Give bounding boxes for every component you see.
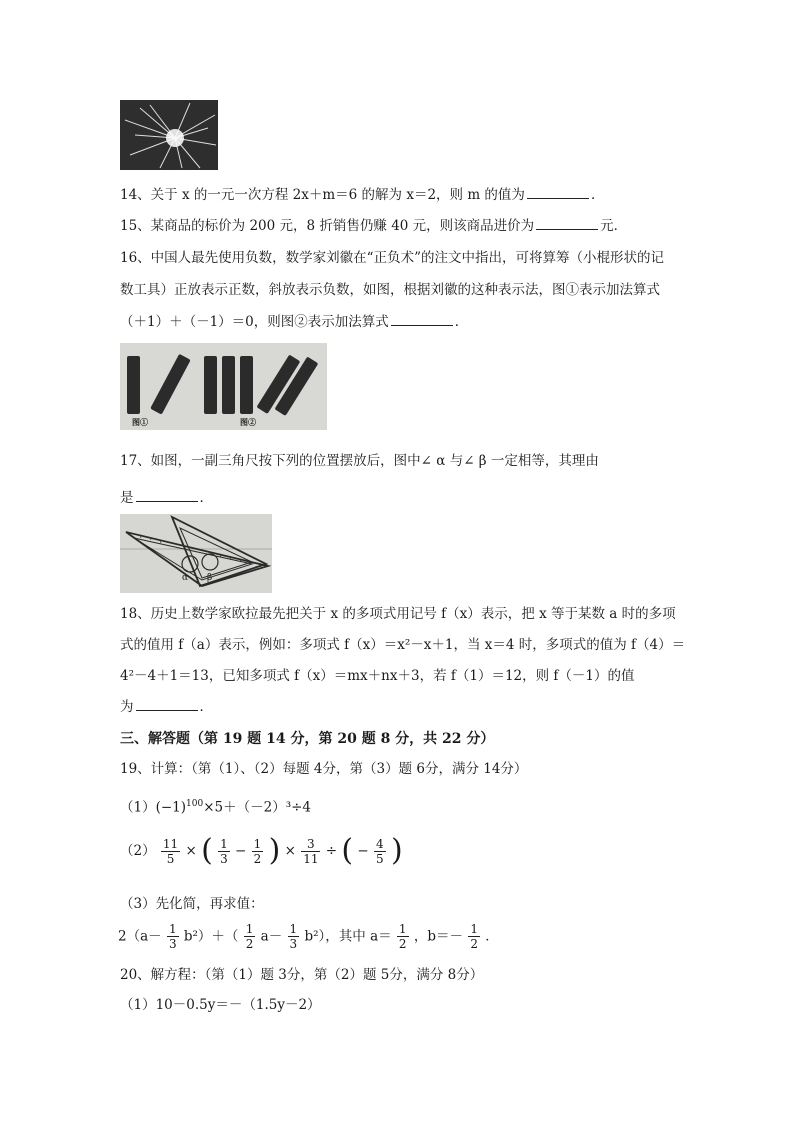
question-17-line2: 是 ． [120, 490, 213, 506]
answer-blank[interactable] [136, 698, 198, 711]
question-18-line2: 式的值用 f（a）表示，例如：多项式 f（x）＝x²－x＋1，当 x＝4 时，多项式的值为 f（4）＝ [120, 637, 686, 653]
fraction: $\frac{3}{11}$ [303, 836, 319, 866]
question-18-line1: 18、历史上数学家欧拉最先把关于 x 的多项式用记号 f（x）表示，把 x 等于某数 a 时的多项 [120, 606, 676, 622]
answer-blank[interactable] [527, 186, 589, 199]
question-19-part-1: $(1)(-1)^{100}\times 5+(-2)^3\div 4$ [120, 799, 312, 816]
beta-label: β [207, 573, 213, 583]
rod [222, 356, 235, 414]
triangle-rulers-figure [120, 514, 272, 593]
fraction: $\frac{1}{2}$ [470, 922, 478, 951]
figure-1-label: 图① [132, 417, 148, 427]
question-19-part-3-expression: 2（a－ $\frac{1}{3}$ b²）＋（ $\frac{1}{2}$ a－ $\frac{1}{3}$ b²），其中 a＝ $\frac{1}{2}$ ，b＝－ $\frac{1}{2}$ ． [118, 922, 499, 951]
fraction: $\frac{4}{5}$ [376, 836, 384, 866]
question-16-line2: 数工具）正放表示正数，斜放表示负数，如图，根据刘徽的这种表示法，图①表示加法算式 [120, 282, 660, 298]
answer-blank[interactable] [391, 313, 453, 326]
question-19-part-3-title: （3）先化简，再求值： [120, 896, 264, 912]
question-19-title: 19、计算：（第（1）、（2）每题 4分，第（3）题 6分，满分 14分） [120, 761, 528, 777]
rod [127, 356, 140, 414]
question-16-line3: （＋1）＋（－1）＝0，则图②表示加法算式 ． [120, 314, 469, 330]
question-15: 15、某商品的标价为 200 元，8 折销售仍赚 40 元，则该商品进价为 元． [120, 218, 628, 234]
alpha-label: α [182, 573, 189, 583]
answer-blank[interactable] [136, 489, 198, 502]
question-18-line3: 4²－4＋1＝13，已知多项式 f（x）＝mx＋nx＋3，若 f（1）＝12，则 f（－1）的值 [120, 668, 635, 684]
fraction: $\frac{1}{2}$ [398, 922, 407, 951]
answer-blank[interactable] [536, 217, 598, 230]
counting-rods-figure [120, 343, 327, 430]
question-17-line1: 17、如图，一副三角尺按下列的位置摆放后，图中∠ α 与∠ β 一定相等，其理由 [120, 453, 599, 469]
question-14: 14、关于 x 的一元一次方程 2x＋m＝6 的解为 x＝2，则 m 的值为 ． [120, 187, 605, 203]
question-18-line4: 为 ． [120, 699, 213, 715]
rod [240, 356, 253, 414]
firework-image [120, 100, 218, 170]
fraction: $\frac{1}{3}$ [289, 922, 298, 951]
figure-2-label: 图② [240, 417, 256, 427]
fraction: $\frac{1}{2}$ [245, 922, 254, 951]
question-19-part-2: （2） $\frac{11}{5}$ × ( $\frac{1}{3}$ − $\frac{1}{2}$ ) × $\frac{3}{11}$ ÷ ( − $\frac{4}{5}$ ) [120, 833, 403, 868]
fraction: $\frac{11}{5}$ [162, 836, 179, 866]
rod [204, 356, 217, 414]
question-16-line1: 16、中国人最先使用负数，数学家刘徽在“正负术”的注文中指出，可将算筹（小棍形状的记 [120, 250, 664, 266]
question-20-part-1: （1）10－0.5y＝－（1.5y－2） [120, 997, 321, 1013]
question-20-title: 20、解方程：（第（1）题 3分，第（2）题 5分，满分 8分） [120, 967, 484, 983]
fraction: $\frac{1}{3}$ [168, 922, 177, 951]
fraction: $\frac{1}{3}$ [220, 836, 228, 866]
fraction: $\frac{1}{2}$ [253, 836, 262, 866]
section-3-heading: 三、解答题（第 19 题 14 分，第 20 题 8 分，共 22 分） [120, 731, 495, 747]
